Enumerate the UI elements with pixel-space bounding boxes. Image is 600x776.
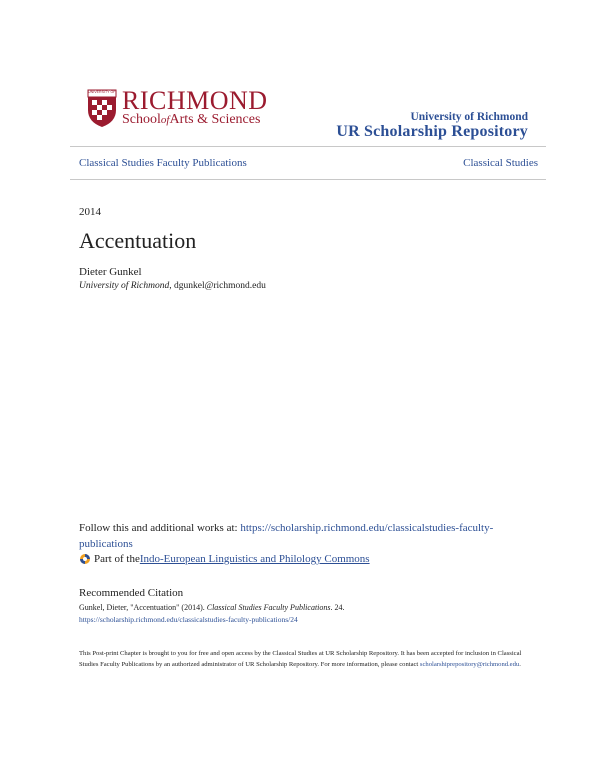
author-email: dgunkel@richmond.edu bbox=[173, 281, 266, 291]
author-affiliation: University of Richmond, dgunkel@richmond.edu bbox=[79, 281, 266, 291]
repository-name[interactable]: UR Scholarship Repository bbox=[336, 123, 528, 140]
repository-university[interactable]: University of Richmond bbox=[410, 111, 528, 123]
network-commons-icon bbox=[79, 553, 91, 565]
follow-url-link[interactable]: https://scholarship.richmond.edu/classicalstudies-faculty-publications bbox=[79, 522, 494, 550]
department-link[interactable]: Classical Studies bbox=[463, 157, 538, 169]
part-of-line: Part of the Indo-European Linguistics and Philology Commons bbox=[79, 553, 370, 565]
follow-line: Follow this and additional works at: https://scholarship.richmond.edu/classicalstudies-faculty-publications bbox=[79, 522, 494, 550]
commons-link[interactable]: Indo-European Linguistics and Philology Commons bbox=[139, 553, 370, 565]
citation-text: Gunkel, Dieter, "Accentuation" (2014). Classical Studies Faculty Publications. 24. bbox=[79, 603, 345, 612]
school-name: SchoolofArts & Sciences bbox=[122, 112, 261, 127]
affiliation-name: University of Richmond bbox=[79, 281, 170, 291]
university-logo bbox=[86, 88, 118, 133]
shield-caption: UNIVERSITY OF bbox=[88, 90, 116, 94]
institution-name: RICHMOND bbox=[122, 86, 268, 115]
citation-heading: Recommended Citation bbox=[79, 587, 184, 599]
divider-bottom bbox=[70, 179, 546, 180]
divider-top bbox=[70, 146, 546, 147]
author-name: Dieter Gunkel bbox=[79, 266, 142, 278]
publication-year: 2014 bbox=[79, 206, 101, 218]
article-title: Accentuation bbox=[79, 228, 197, 253]
collection-link[interactable]: Classical Studies Faculty Publications bbox=[79, 157, 247, 169]
contact-email-link[interactable]: scholarshiprepository@richmond.edu bbox=[419, 661, 520, 668]
citation-url-link[interactable]: https://scholarship.richmond.edu/classicalstudies-faculty-publications/24 bbox=[79, 615, 298, 624]
shield-icon bbox=[86, 88, 118, 128]
access-notice: This Post-print Chapter is brought to you for free and open access by the Classical Studies at UR Scholarship Repository. It has been accepted for inclusion in Classical Studies Faculty Publications by an authorized administrator of UR Scholarship Repository. For more information, please contact scholarshiprepository@richmond.edu. bbox=[79, 650, 522, 668]
